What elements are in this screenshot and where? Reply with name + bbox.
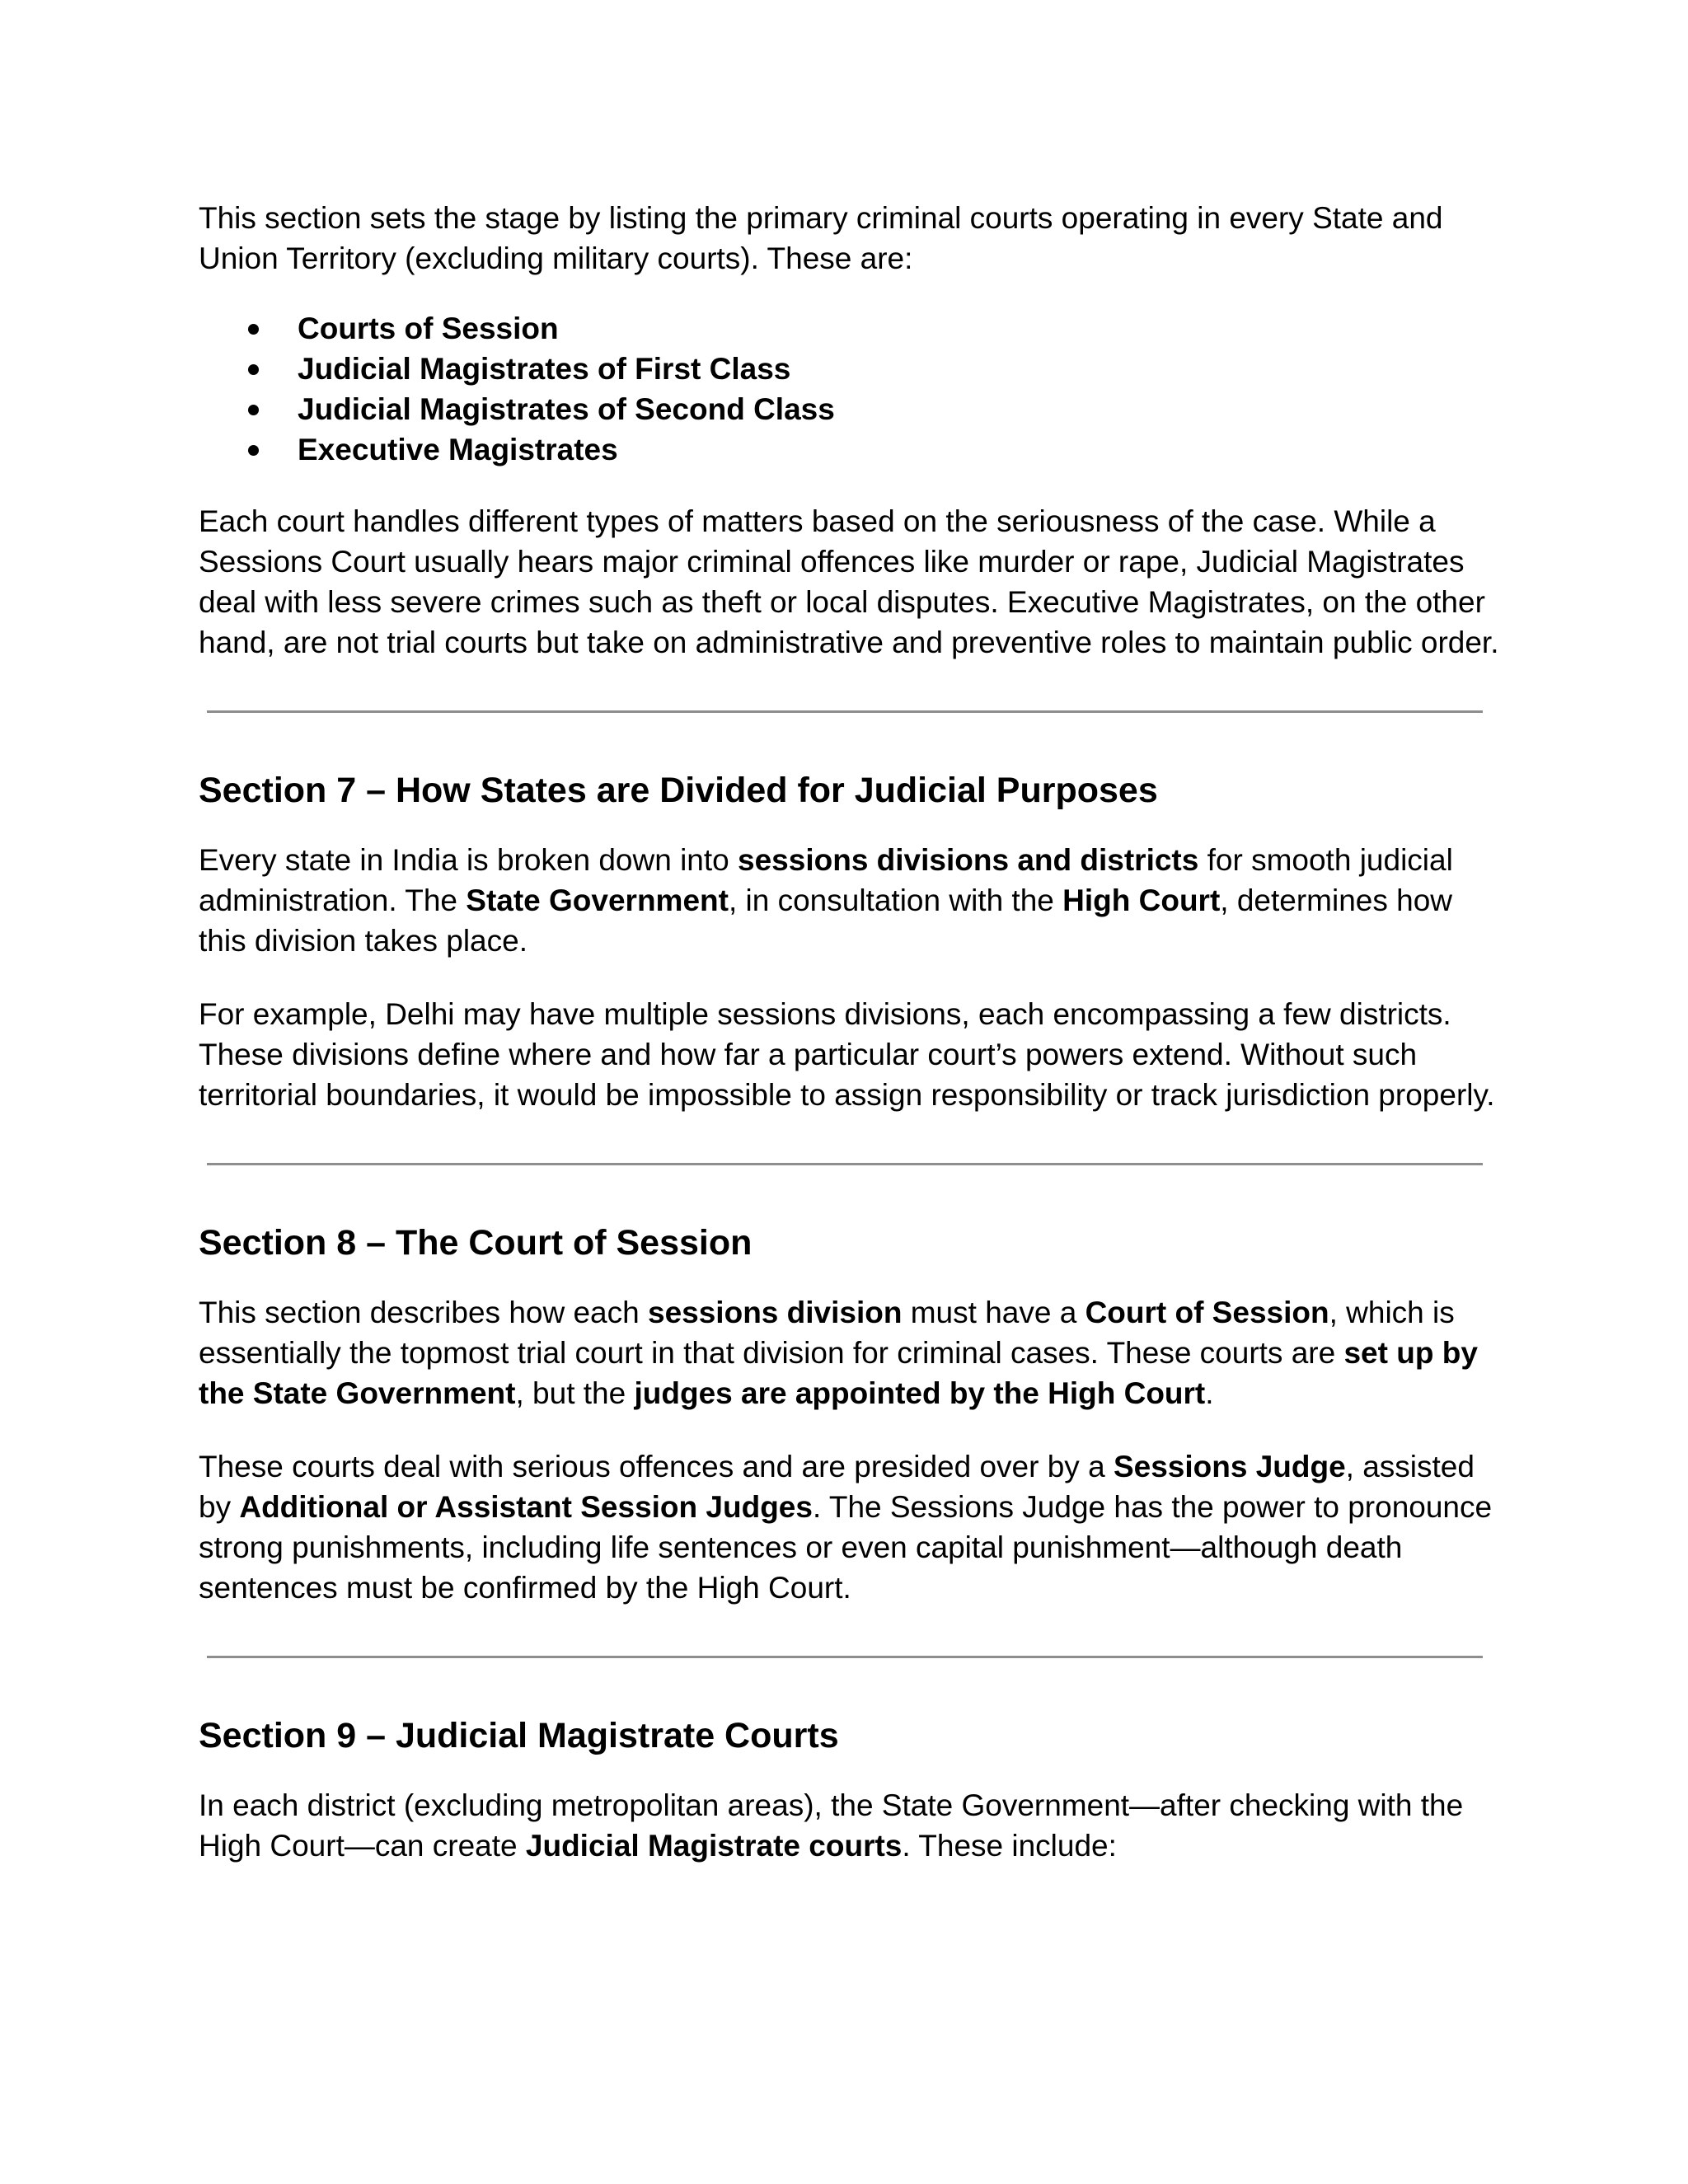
document-content xyxy=(199,198,1501,1866)
list-item: Executive Magistrates xyxy=(199,429,1501,470)
section-7-paragraph-2: For example, Delhi may have multiple sessions divisions, each encompassing a few districts. These divisions define where and how far a particular court’s powers extend. Without such territorial boundaries, it would be impossible to assign responsibility or track jurisdiction properly. xyxy=(199,997,1495,1112)
section-8-paragraph-2: These courts deal with serious offences and are presided over by a Sessions Judge, assisted by Additional or Assistant Session Judges. The Sessions Judge has the power to pronounce strong punishments, including life sentences or even capital punishment—although death sentences must be confirmed by the High Court. xyxy=(199,1450,1493,1605)
section-9-paragraph-1: In each district (excluding metropolitan areas), the State Government—after checking with the High Court—can create Judicial Magistrate courts. These include: xyxy=(199,1788,1464,1863)
intro-paragraph: This section sets the stage by listing the primary criminal courts operating in every State and Union Territory (excluding military courts). These are: xyxy=(199,201,1443,275)
list-item: Courts of Session xyxy=(199,308,1501,349)
list-item: Judicial Magistrates of Second Class xyxy=(199,389,1501,429)
divider xyxy=(207,1656,1483,1658)
divider xyxy=(207,710,1483,713)
court-list xyxy=(199,308,1501,470)
section-7-heading: Section 7 – How States are Divided for Judicial Purposes xyxy=(199,771,1158,810)
section-9-heading: Section 9 – Judicial Magistrate Courts xyxy=(199,1716,839,1755)
section-8-paragraph-1: This section describes how each sessions division must have a Court of Session, which is essentially the topmost trial court in that division for criminal cases. These courts are set up by the State Government, but the judges are appointed by the High Court. xyxy=(199,1296,1478,1410)
list-item: Judicial Magistrates of First Class xyxy=(199,349,1501,389)
divider xyxy=(207,1163,1483,1165)
section-7-paragraph-1: Every state in India is broken down into sessions divisions and districts for smooth judicial administration. The State Government, in consultation with the High Court, determines how this division takes place. xyxy=(199,843,1453,958)
section-8-heading: Section 8 – The Court of Session xyxy=(199,1223,753,1263)
intro-explanation: Each court handles different types of matters based on the seriousness of the case. While a Sessions Court usually hears major criminal offences like murder or rape, Judicial Magistrates deal with less severe crimes such as theft or local disputes. Executive Magistrates, on the other hand, are not trial courts but take on administrative and preventive roles to maintain public order. xyxy=(199,504,1499,659)
